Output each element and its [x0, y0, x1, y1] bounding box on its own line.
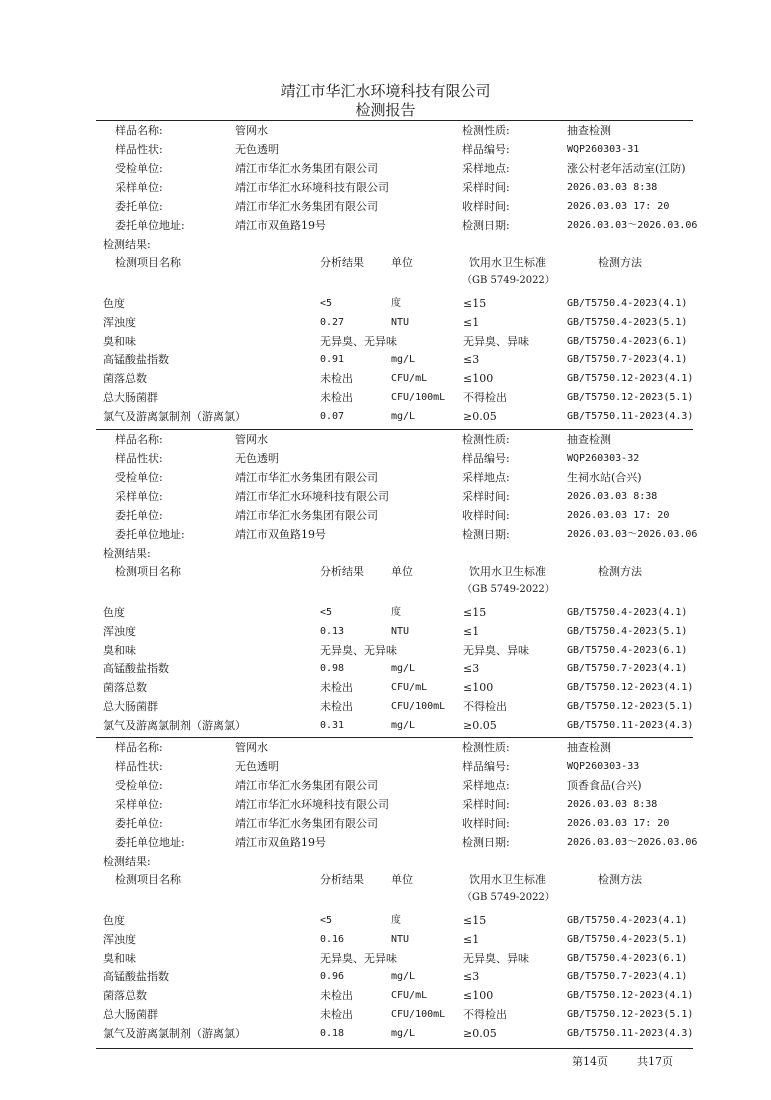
value-client: 靖江市华汇水务集团有限公司: [235, 817, 378, 830]
item-name: 浑浊度: [103, 316, 136, 329]
test-method: GB/T5750.11-2023(4.3): [567, 720, 694, 731]
result-value: 未检出: [320, 989, 353, 1002]
value-test-date: 2026.03.03～2026.03.06: [567, 837, 698, 848]
unit-value: mg/L: [391, 971, 416, 982]
label-location: 采样地点:: [462, 471, 510, 484]
standard-limit: ≤1: [463, 625, 480, 638]
label-sample-time: 采样时间:: [462, 490, 510, 503]
item-name: 色度: [103, 297, 125, 310]
value-location: 顶香食品(合兴): [567, 779, 642, 792]
label-receive-time: 收样时间:: [462, 200, 510, 213]
test-method: GB/T5750.12-2023(4.1): [567, 682, 694, 693]
label-sample-name: 样品名称:: [115, 124, 163, 137]
label-sample-time: 采样时间:: [462, 798, 510, 811]
test-method: GB/T5750.7-2023(4.1): [567, 663, 688, 674]
test-method: GB/T5750.7-2023(4.1): [567, 354, 688, 365]
standard-limit: ≤15: [463, 914, 487, 927]
page-total: 共17页: [637, 1055, 673, 1068]
label-sample-nature: 样品性状:: [115, 760, 163, 773]
col-header-method: 检测方法: [598, 873, 642, 886]
value-test-type: 抽查检测: [567, 124, 611, 137]
unit-value: 度: [391, 915, 401, 926]
value-client-address: 靖江市双鱼路19号: [235, 528, 326, 541]
unit-value: CFU/mL: [391, 682, 428, 693]
value-sample-name: 管网水: [235, 433, 268, 446]
standard-limit: ≥0.05: [463, 1027, 497, 1040]
unit-value: CFU/100mL: [391, 392, 446, 403]
item-name: 氯气及游离氯制剂（游离氯）: [103, 410, 246, 423]
label-sample-nature: 样品性状:: [115, 452, 163, 465]
item-name: 高锰酸盐指数: [103, 970, 169, 983]
value-sample-nature: 无色透明: [235, 452, 279, 465]
test-method: GB/T5750.11-2023(4.3): [567, 411, 694, 422]
item-name: 浑浊度: [103, 625, 136, 638]
test-method: GB/T5750.4-2023(5.1): [567, 934, 688, 945]
item-name: 总大肠菌群: [103, 391, 158, 404]
test-method: GB/T5750.4-2023(6.1): [567, 953, 688, 964]
col-header-result: 分析结果: [320, 256, 364, 269]
standard-limit: 不得检出: [463, 391, 507, 404]
value-test-date: 2026.03.03～2026.03.06: [567, 529, 698, 540]
label-receiver: 受检单位:: [115, 779, 163, 792]
result-value: 未检出: [320, 1008, 353, 1021]
value-receive-time: 2026.03.03 17: 20: [567, 818, 670, 829]
item-name: 浑浊度: [103, 933, 136, 946]
test-method: GB/T5750.4-2023(6.1): [567, 336, 688, 347]
value-receiver: 靖江市华汇水务集团有限公司: [235, 162, 378, 175]
value-client-address: 靖江市双鱼路19号: [235, 836, 326, 849]
result-value: <5: [320, 298, 333, 309]
test-method: GB/T5750.12-2023(4.1): [567, 990, 694, 1001]
standard-limit: ≤100: [463, 989, 494, 1002]
label-client: 委托单位:: [115, 509, 163, 522]
standard-limit: 不得检出: [463, 1008, 507, 1021]
standard-limit: ≥0.05: [463, 410, 497, 423]
results-heading: 检测结果:: [103, 238, 151, 251]
unit-value: mg/L: [391, 720, 416, 731]
label-client: 委托单位:: [115, 817, 163, 830]
test-method: GB/T5750.11-2023(4.3): [567, 1028, 694, 1039]
label-test-type: 检测性质:: [462, 433, 510, 446]
results-heading: 检测结果:: [103, 855, 151, 868]
block-top-rule: [96, 737, 693, 738]
col-header-method: 检测方法: [598, 256, 642, 269]
col-header-standard: 饮用水卫生标准: [469, 256, 546, 269]
result-value: 无异臭、无异味: [320, 952, 397, 965]
test-method: GB/T5750.12-2023(5.1): [567, 701, 694, 712]
standard-limit: 无异臭、异味: [463, 644, 529, 657]
value-sample-id: WQP260303-33: [567, 761, 640, 772]
test-method: GB/T5750.12-2023(5.1): [567, 1009, 694, 1020]
col-header-method: 检测方法: [598, 565, 642, 578]
standard-limit: 无异臭、异味: [463, 335, 529, 348]
item-name: 总大肠菌群: [103, 1008, 158, 1021]
label-sampler: 采样单位:: [115, 181, 163, 194]
label-sampler: 采样单位:: [115, 490, 163, 503]
unit-value: mg/L: [391, 663, 416, 674]
label-client-address: 委托单位地址:: [115, 836, 185, 849]
label-sample-nature: 样品性状:: [115, 143, 163, 156]
result-value: 未检出: [320, 681, 353, 694]
result-value: 未检出: [320, 372, 353, 385]
item-name: 高锰酸盐指数: [103, 353, 169, 366]
value-receiver: 靖江市华汇水务集团有限公司: [235, 471, 378, 484]
col-header-result: 分析结果: [320, 873, 364, 886]
result-value: 0.96: [320, 971, 345, 982]
standard-limit: 不得检出: [463, 700, 507, 713]
item-name: 臭和味: [103, 644, 136, 657]
value-client: 靖江市华汇水务集团有限公司: [235, 200, 378, 213]
standard-limit: ≤100: [463, 681, 494, 694]
unit-value: 度: [391, 607, 401, 618]
results-heading: 检测结果:: [103, 547, 151, 560]
unit-value: mg/L: [391, 354, 416, 365]
label-receiver: 受检单位:: [115, 471, 163, 484]
value-test-type: 抽查检测: [567, 741, 611, 754]
label-client-address: 委托单位地址:: [115, 219, 185, 232]
result-value: 0.98: [320, 663, 345, 674]
unit-value: CFU/100mL: [391, 1009, 446, 1020]
unit-value: CFU/mL: [391, 373, 428, 384]
test-method: GB/T5750.4-2023(4.1): [567, 607, 688, 618]
result-value: 0.16: [320, 934, 345, 945]
col-header-standard-code: （GB 5749-2022）: [462, 584, 555, 595]
item-name: 臭和味: [103, 952, 136, 965]
item-name: 色度: [103, 606, 125, 619]
result-value: 未检出: [320, 391, 353, 404]
value-sample-nature: 无色透明: [235, 143, 279, 156]
label-test-date: 检测日期:: [462, 528, 510, 541]
col-header-standard: 饮用水卫生标准: [469, 873, 546, 886]
label-location: 采样地点:: [462, 779, 510, 792]
unit-value: NTU: [391, 934, 410, 945]
value-sampler: 靖江市华汇水环境科技有限公司: [235, 798, 389, 811]
value-sample-id: WQP260303-31: [567, 144, 640, 155]
test-method: GB/T5750.12-2023(5.1): [567, 392, 694, 403]
result-value: <5: [320, 607, 333, 618]
value-location: 涨公村老年活动室(江防): [567, 162, 686, 175]
value-sample-name: 管网水: [235, 741, 268, 754]
result-value: 0.07: [320, 411, 345, 422]
result-value: 未检出: [320, 700, 353, 713]
result-value: 0.31: [320, 720, 345, 731]
col-header-standard-code: （GB 5749-2022）: [462, 275, 555, 286]
result-value: 无异臭、无异味: [320, 644, 397, 657]
result-value: <5: [320, 915, 333, 926]
standard-limit: ≤3: [463, 970, 480, 983]
value-sample-time: 2026.03.03 8:38: [567, 182, 658, 193]
value-sample-id: WQP260303-32: [567, 453, 640, 464]
unit-value: mg/L: [391, 411, 416, 422]
unit-value: CFU/mL: [391, 990, 428, 1001]
col-header-standard: 饮用水卫生标准: [469, 565, 546, 578]
standard-limit: ≤15: [463, 297, 487, 310]
label-location: 采样地点:: [462, 162, 510, 175]
item-name: 色度: [103, 914, 125, 927]
test-method: GB/T5750.12-2023(4.1): [567, 373, 694, 384]
bottom-rule: [96, 1048, 693, 1049]
result-value: 0.91: [320, 354, 345, 365]
value-test-type: 抽查检测: [567, 433, 611, 446]
value-client: 靖江市华汇水务集团有限公司: [235, 509, 378, 522]
label-test-date: 检测日期:: [462, 836, 510, 849]
unit-value: NTU: [391, 317, 410, 328]
test-method: GB/T5750.4-2023(4.1): [567, 298, 688, 309]
item-name: 总大肠菌群: [103, 700, 158, 713]
col-header-unit: 单位: [391, 256, 413, 269]
item-name: 氯气及游离氯制剂（游离氯）: [103, 1027, 246, 1040]
unit-value: CFU/100mL: [391, 701, 446, 712]
col-header-standard-code: （GB 5749-2022）: [462, 892, 555, 903]
label-sample-name: 样品名称:: [115, 433, 163, 446]
col-header-item: 检测项目名称: [115, 565, 181, 578]
test-method: GB/T5750.4-2023(5.1): [567, 626, 688, 637]
value-receive-time: 2026.03.03 17: 20: [567, 510, 670, 521]
label-test-type: 检测性质:: [462, 124, 510, 137]
value-sample-time: 2026.03.03 8:38: [567, 799, 658, 810]
value-test-date: 2026.03.03～2026.03.06: [567, 220, 698, 231]
standard-limit: ≤1: [463, 316, 480, 329]
col-header-item: 检测项目名称: [115, 256, 181, 269]
value-receive-time: 2026.03.03 17: 20: [567, 201, 670, 212]
standard-limit: ≤3: [463, 353, 480, 366]
label-test-date: 检测日期:: [462, 219, 510, 232]
label-sample-id: 样品编号:: [462, 143, 510, 156]
result-value: 无异臭、无异味: [320, 335, 397, 348]
item-name: 菌落总数: [103, 989, 147, 1002]
block-top-rule: [96, 429, 693, 430]
result-value: 0.27: [320, 317, 345, 328]
standard-limit: ≤3: [463, 662, 480, 675]
col-header-result: 分析结果: [320, 565, 364, 578]
page-number: 第14页: [572, 1055, 608, 1068]
label-receive-time: 收样时间:: [462, 817, 510, 830]
label-sample-time: 采样时间:: [462, 181, 510, 194]
result-value: 0.13: [320, 626, 345, 637]
item-name: 菌落总数: [103, 372, 147, 385]
standard-limit: 无异臭、异味: [463, 952, 529, 965]
value-sampler: 靖江市华汇水环境科技有限公司: [235, 181, 389, 194]
test-method: GB/T5750.4-2023(4.1): [567, 915, 688, 926]
col-header-item: 检测项目名称: [115, 873, 181, 886]
unit-value: 度: [391, 298, 401, 309]
label-client-address: 委托单位地址:: [115, 528, 185, 541]
label-sample-name: 样品名称:: [115, 741, 163, 754]
value-sample-time: 2026.03.03 8:38: [567, 491, 658, 502]
label-client: 委托单位:: [115, 200, 163, 213]
label-sampler: 采样单位:: [115, 798, 163, 811]
test-method: GB/T5750.4-2023(5.1): [567, 317, 688, 328]
label-sample-id: 样品编号:: [462, 760, 510, 773]
item-name: 高锰酸盐指数: [103, 662, 169, 675]
label-receive-time: 收样时间:: [462, 509, 510, 522]
block-top-rule: [96, 120, 693, 121]
value-location: 生祠水站(合兴): [567, 471, 642, 484]
result-value: 0.18: [320, 1028, 345, 1039]
value-sample-name: 管网水: [235, 124, 268, 137]
value-client-address: 靖江市双鱼路19号: [235, 219, 326, 232]
label-receiver: 受检单位:: [115, 162, 163, 175]
standard-limit: ≥0.05: [463, 719, 497, 732]
test-method: GB/T5750.7-2023(4.1): [567, 971, 688, 982]
item-name: 菌落总数: [103, 681, 147, 694]
label-test-type: 检测性质:: [462, 741, 510, 754]
item-name: 氯气及游离氯制剂（游离氯）: [103, 719, 246, 732]
test-method: GB/T5750.4-2023(6.1): [567, 645, 688, 656]
unit-value: mg/L: [391, 1028, 416, 1039]
company-name: 靖江市华汇水环境科技有限公司: [280, 82, 491, 100]
item-name: 臭和味: [103, 335, 136, 348]
value-receiver: 靖江市华汇水务集团有限公司: [235, 779, 378, 792]
standard-limit: ≤15: [463, 606, 487, 619]
label-sample-id: 样品编号:: [462, 452, 510, 465]
standard-limit: ≤1: [463, 933, 480, 946]
unit-value: NTU: [391, 626, 410, 637]
col-header-unit: 单位: [391, 565, 413, 578]
standard-limit: ≤100: [463, 372, 494, 385]
report-title: 检测报告: [355, 101, 416, 119]
col-header-unit: 单位: [391, 873, 413, 886]
value-sample-nature: 无色透明: [235, 760, 279, 773]
value-sampler: 靖江市华汇水环境科技有限公司: [235, 490, 389, 503]
